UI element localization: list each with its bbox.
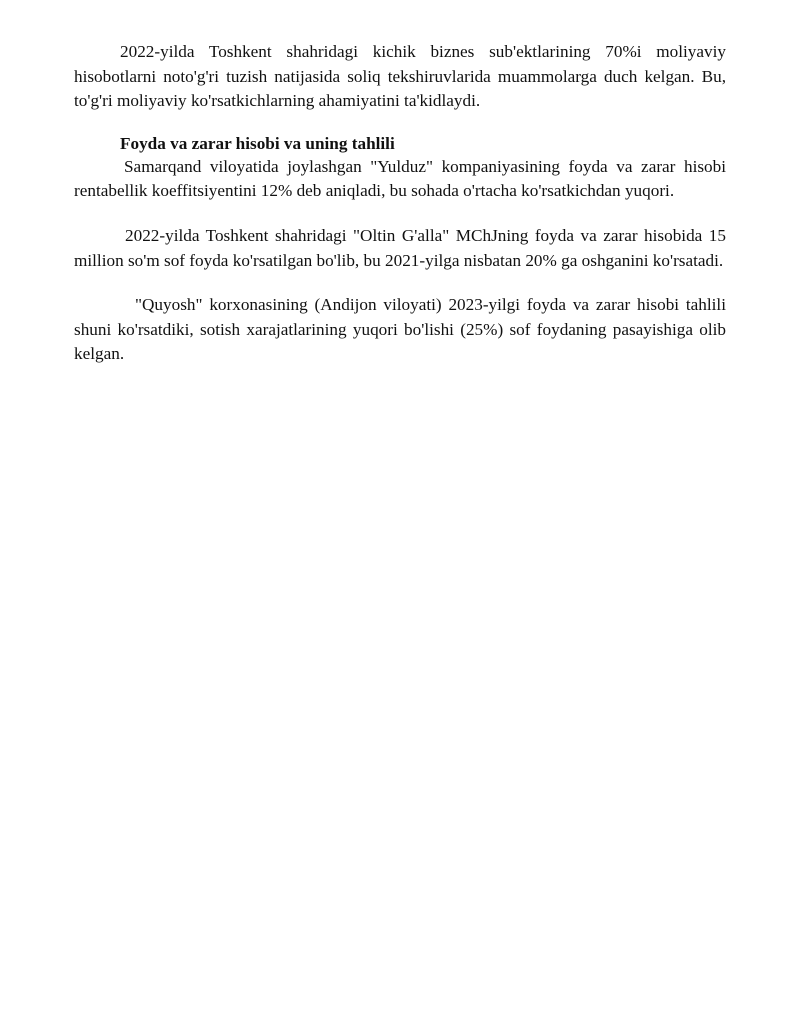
- document-body: [74, 40, 726, 367]
- paragraph-yulduz-company: Samarqand viloyatida joylashgan "Yulduz" kompaniyasining foyda va zarar hisobi rentabellik koeffitsiyentini 12% deb aniqladi, bu sohada o'rtacha ko'rsatkichdan yuqori.: [74, 156, 726, 201]
- paragraph-quyosh-enterprise: "Quyosh" korxonasining (Andijon viloyati) 2023-yilgi foyda va zarar hisobi tahlili shuni ko'rsatdiki, sotish xarajatlarining yuqori bo'lishi (25%) sof foydaning pasayishiga olib kelgan.: [74, 295, 726, 364]
- paragraph-tashkent-small-business: 2022-yilda Toshkent shahridagi kichik biznes sub'ektlarining 70%i moliyaviy hisobotlarni noto'g'ri tuzish natijasida soliq tekshiruvlarida muammolarga duch kelgan. Bu, to'g'ri moliyaviy ko'rsatkichlarning ahamiyatini ta'kidlaydi.: [74, 42, 726, 111]
- paragraph-oltin-galla: 2022-yilda Toshkent shahridagi "Oltin G'alla" MChJning foyda va zarar hisobida 15 million so'm sof foyda ko'rsatilgan bo'lib, bu 2021-yilga nisbatan 20% ga oshganini ko'rsatadi.: [74, 225, 726, 270]
- section-heading: Foyda va zarar hisobi va uning tahlili: [120, 133, 395, 153]
